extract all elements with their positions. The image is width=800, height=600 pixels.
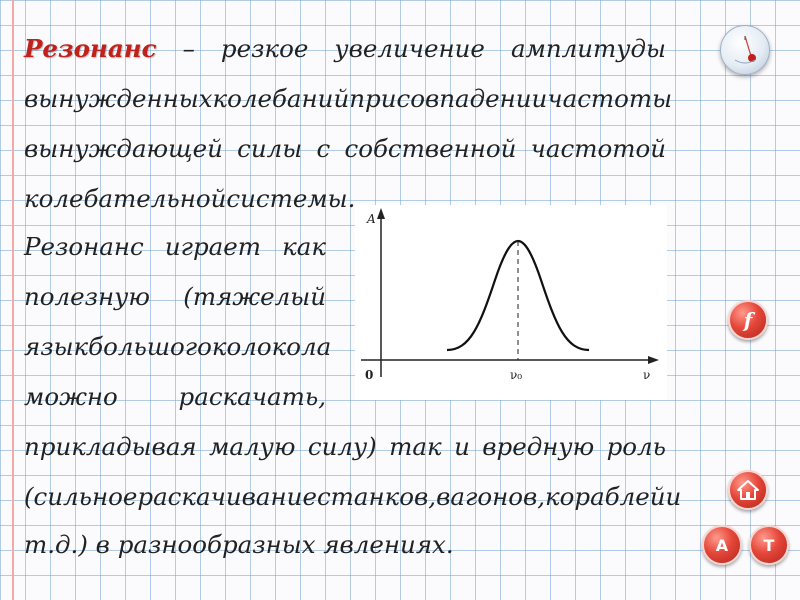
word: частоты (547, 84, 673, 113)
word: большого (88, 332, 212, 361)
word: увеличение (334, 34, 485, 63)
word: собственной (344, 134, 517, 163)
word: раскачивание (137, 482, 317, 511)
word: силу) (307, 432, 377, 461)
word: как (282, 232, 326, 261)
text-line-7 (24, 332, 332, 361)
word: и (454, 432, 470, 461)
word: колебательной (24, 184, 227, 213)
text-line-6 (24, 282, 326, 311)
word: колокола (211, 332, 332, 361)
word: кораблей (545, 482, 666, 511)
x-axis-arrow (648, 356, 659, 364)
word: вагонов, (436, 482, 546, 511)
text-line-3 (24, 134, 666, 163)
word: язык (24, 332, 89, 361)
text-line-11 (24, 530, 666, 559)
word: амплитуды (510, 34, 666, 63)
pendulum-button[interactable] (720, 25, 770, 75)
t-button[interactable] (749, 525, 789, 565)
pendulum-icon (725, 30, 765, 70)
y-axis-arrow (377, 208, 385, 219)
word: колебаний (212, 84, 350, 113)
text-line-2 (24, 84, 673, 113)
text-line-4 (24, 184, 356, 213)
formula-button[interactable] (728, 300, 768, 340)
resonance-graph (355, 205, 667, 400)
resonance-graph-svg (355, 205, 667, 400)
word: частотой (530, 134, 666, 163)
home-icon (736, 479, 760, 501)
word: при (349, 84, 397, 113)
text-line-5 (24, 232, 326, 261)
word: совпадении (396, 84, 548, 113)
word: (сильное (24, 482, 138, 511)
word: – (182, 34, 195, 63)
t-button-label: T (763, 535, 775, 555)
word: играет (164, 232, 261, 261)
text-line-1 (24, 34, 666, 63)
text-line-11-text: т.д.) в разнообразных явлениях. (24, 530, 454, 559)
word: силы (237, 134, 303, 163)
word: раскачать, (178, 382, 326, 411)
x-axis-label: ν (643, 368, 651, 382)
term-resonance: Резонанс (24, 34, 157, 63)
word: Резонанс (24, 232, 144, 261)
word: малую (209, 432, 296, 461)
word: и (665, 482, 682, 511)
word: можно (24, 382, 118, 411)
a-button[interactable] (702, 525, 742, 565)
word: резкое (220, 34, 309, 63)
word: роль (606, 432, 666, 461)
home-button[interactable] (728, 470, 768, 510)
y-axis-label: A (367, 212, 376, 226)
word: вынуждающей (24, 134, 223, 163)
word: вынужденных (24, 84, 213, 113)
text-line-9 (24, 432, 666, 461)
a-button-label: A (715, 535, 729, 555)
word: полезную (24, 282, 150, 311)
text-line-8 (24, 382, 326, 411)
word: прикладывая (24, 432, 197, 461)
word: (тяжелый (183, 282, 326, 311)
word: так (389, 432, 442, 461)
peak-label: ν₀ (510, 368, 523, 382)
word: системы. (226, 184, 356, 213)
origin-label: 0 (365, 368, 374, 382)
word: станков, (316, 482, 437, 511)
text-line-10 (24, 482, 682, 511)
word: с (316, 134, 331, 163)
word: вредную (482, 432, 595, 461)
formula-button-label: f (743, 308, 753, 332)
